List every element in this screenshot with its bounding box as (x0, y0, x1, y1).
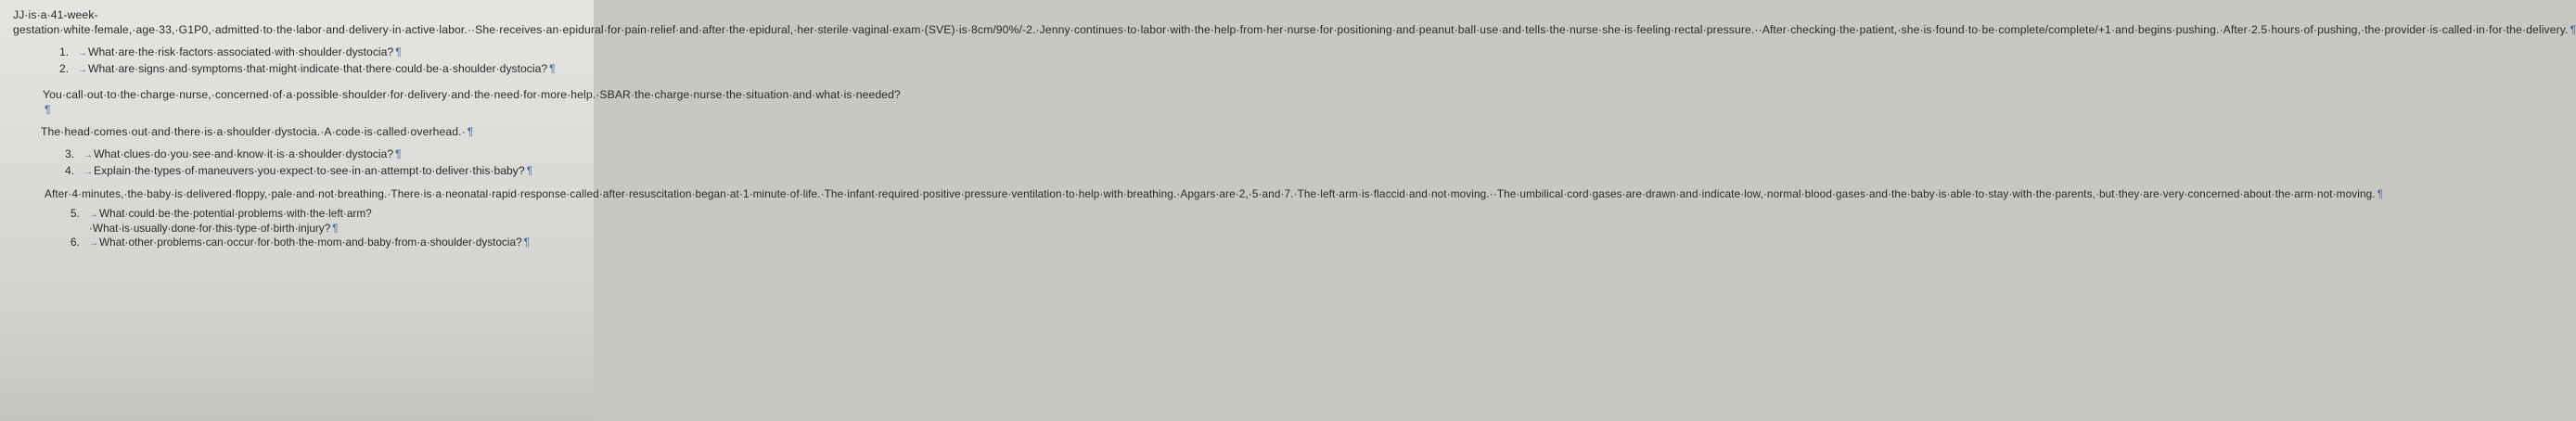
list-item: 5. →What·could·be·the·potential·problems·with·the·left·arm?·What·is·usually·done·for·this·type·of·birth·injury? ¶ (70, 207, 372, 235)
case-paragraph-4: After·4·minutes,·the·baby·is·delivered·floppy,·pale·and·not·breathing.·There·is·a·neonatal·rapid·response·called·after·resuscitation·began·at·1·minute·of·life.·The·infant·required·positive·pressure·ventilation·to·help·with·breathing.·Apgars·are·2,·5·and·7.·The·left·arm·is·flaccid·and·not·moving.··The·umbilical·cord·gases·are·drawn·and·indicate·low,·normal·blood·gases·and·the·baby·is·able·to·stay·with·the·parents,·but·they·are·very·concerned·about·the·arm·not·moving. ¶ (45, 187, 2384, 200)
list-item: 2. →What·are·signs·and·symptoms·that·might·indicate·that·there·could·be·a·shoulder·dystocia? ¶ (59, 62, 556, 75)
case-paragraph-1: JJ·is·a·41-week-gestation·white·female,·age·33,·G1P0,·admitted·to·the·labor·and·delivery·in·active·labor.··She·receives·an·epidural·for·pain·relief·and·after·the·epidural,·her·sterile·vaginal·exam·(SVE)·is·8cm/90%/-2.·Jenny·continues·to·labor·with·the·help·from·her·nurse·for·positioning·and·peanut·ball·use·and·tells·the·nurse·she·is·feeling·rectal·pressure.··After·checking·the·patient,·she·is·found·to·be·complete/complete/+1·and·begins·pushing.·After·2.5·hours·of·pushing,·the·provider·is·called·in·for·the·delivery. ¶ (13, 8, 2576, 36)
list-item: 1. →What·are·the·risk·factors·associated·with·shoulder·dystocia? ¶ (59, 45, 402, 58)
tab-arrow-icon: → (83, 150, 93, 160)
question-list-1 (59, 45, 594, 78)
case-paragraph-2: You·call·out·to·the·charge·nurse,·concerned·of·a·possible·shoulder·for·delivery·and·the·need·for·more·help.·SBAR·the·charge·nurse·the·situation·and·what·is·needed?¶ (43, 88, 901, 116)
case-paragraph-3: The·head·comes·out·and·there·is·a·shoulder·dystocia.·A·code·is·called·overhead.· ¶ (41, 125, 474, 138)
question-list-2 (65, 147, 594, 180)
tab-arrow-icon: → (89, 238, 98, 249)
tab-arrow-icon: → (83, 167, 93, 177)
tab-arrow-icon: → (89, 210, 98, 220)
list-item: 6. →What·other·problems·can·occur·for·both·the·mom·and·baby·from·a·shoulder·dystocia? ¶ (70, 236, 530, 249)
pilcrow-mark: ¶ (2570, 23, 2576, 36)
list-item: 3. →What·clues·do·you·see·and·know·it·is·a·shoulder·dystocia? ¶ (65, 147, 402, 160)
tab-arrow-icon: → (78, 65, 87, 75)
question-list-3 (70, 207, 594, 250)
list-item: 4. →Explain·the·types·of·maneuvers·you·expect·to·see·in·an·attempt·to·deliver·this·baby? ¶ (65, 164, 533, 177)
tab-arrow-icon: → (78, 48, 87, 58)
